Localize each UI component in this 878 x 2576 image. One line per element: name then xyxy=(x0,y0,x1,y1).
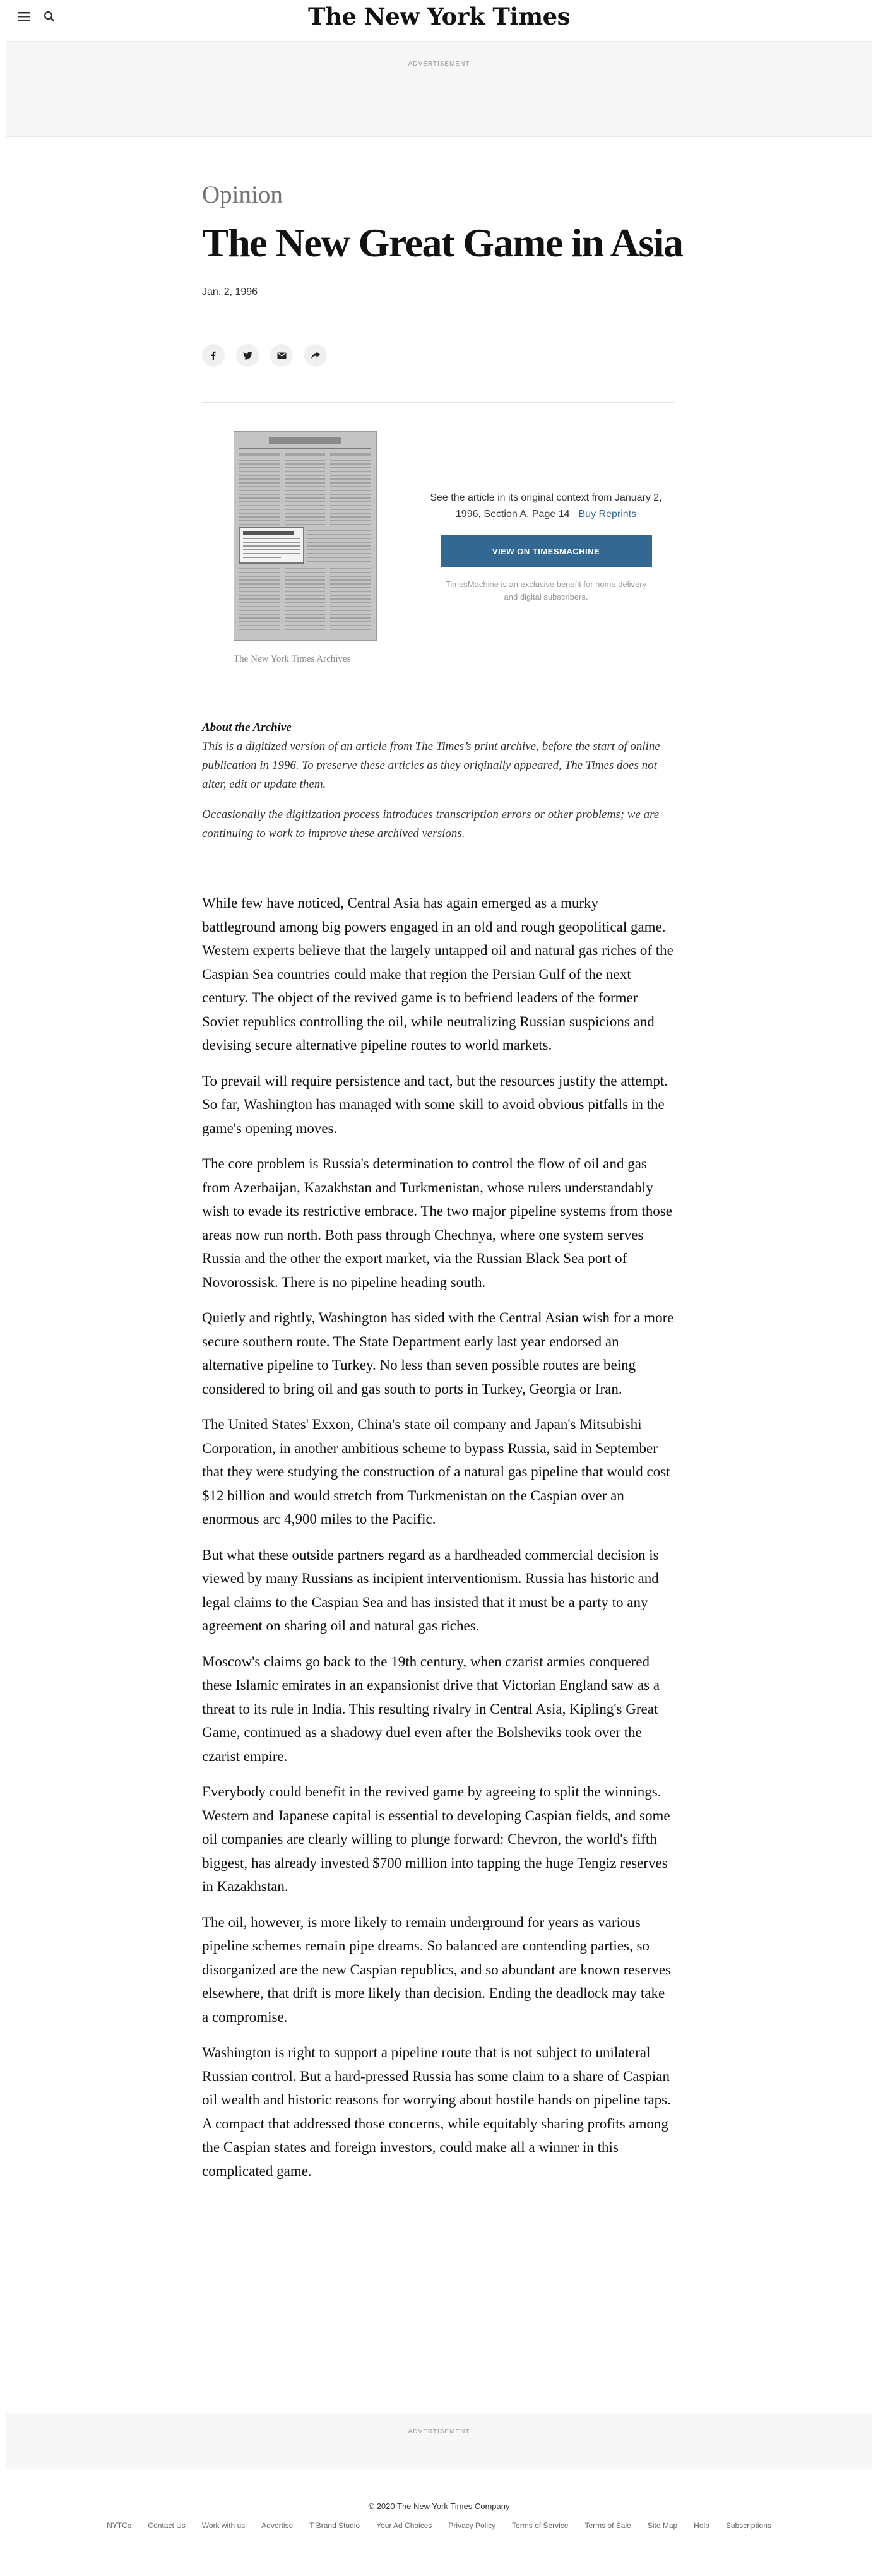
body-paragraph: Moscow's claims go back to the 19th century, when czarist armies conquered these Islamic emirates in an expansionist drive that Victorian England saw as a threat to its rule in India. This resulting rivalry in Central Asia, Kipling's Great Game, continued as a shadowy duel even after the Bolsheviks took over the czarist empire. xyxy=(202,1653,660,1764)
share-icon[interactable] xyxy=(304,344,327,367)
body-paragraph: But what these outside partners regard as a hardheaded commercial decision is viewed by many Russians as incipient interventionism. Russia has historic and legal claims to the Caspian Sea and has insisted that it must be a party to any agreement on sharing oil and natural gas riches. xyxy=(202,1546,659,1634)
footer-link-nytco[interactable]: NYTCo xyxy=(107,2521,132,2530)
context-text: See the article in its original context from January 2, 1996, Section A, Page 14 xyxy=(430,492,662,519)
about-archive-text: This is a digitized version of an article from The Times’s print archive, before the start of online publication in 1996. To preserve these articles as they originally appeared, The Times does not alter, edit or update them. xyxy=(202,740,660,791)
about-archive-title: About the Archive xyxy=(202,721,292,734)
body-paragraph: To prevail will require persistence and tact, but the resources justify the attempt. So far, Washington has managed with some skill to avoid obvious pitfalls in the game's opening moves. xyxy=(202,1072,668,1136)
original-context-text xyxy=(426,490,666,523)
footer-link-t-brand-studio[interactable]: T Brand Studio xyxy=(309,2521,360,2530)
body-paragraph: While few have noticed, Central Asia has again emerged as a murky battleground among big powers engaged in an old and rough geopolitical game. Western experts believe that the largely untapped oil and natural gas riches of the Caspian Sea countries could make that region the Persian Gulf of the next century. The object of the revived game is to befriend leaders of the former Soviet republics controlling the oil, while neutralizing Russian suspicions and devising secure alternative pipeline routes to world markets. xyxy=(202,895,673,1053)
body-paragraph: The United States' Exxon, China's state oil company and Japan's Mitsubishi Corporation, in another ambitious scheme to bypass Russia, said in September that they were studying the construction of a natural gas pipeline that would cost $12 billion and would stretch from Turkmenistan on the Caspian over an enormous arc 4,900 miles to the Pacific. xyxy=(202,1416,670,1527)
divider xyxy=(202,402,674,403)
footer-link-privacy-policy[interactable]: Privacy Policy xyxy=(448,2521,496,2530)
article-body xyxy=(202,891,674,2195)
body-paragraph: Washington is right to support a pipeline route that is not subject to unilateral Russian control. But a hard-pressed Russia has some claim to a share of Caspian oil wealth and historic reasons for worrying about hostile hands on pipeline taps. A compact that addressed those concerns, while equitably sharing profits among the Caspian states and foreign investors, could make all a winner in this complicated game. xyxy=(202,2045,671,2179)
ad-label: ADVERTISEMENT xyxy=(408,61,470,68)
body-paragraph: The oil, however, is more likely to remain underground for years as various pipeline schemes remain pipe dreams. So balanced are contending parties, so disorganized are the new Caspian republics, and so abundant are known reserves elsewhere, that drift is more likely than decision. Ending the deadlock may take a compromise. xyxy=(202,1914,671,2025)
footer-link-terms-of-service[interactable]: Terms of Service xyxy=(512,2521,569,2530)
footer-link-ad-choices[interactable]: Your Ad Choices xyxy=(376,2521,432,2530)
body-paragraph: The core problem is Russia's determination to control the flow of oil and gas from Azerbaijan, Kazakhstan and Turkmenistan, whose rulers understandably wish to evade its restrictive embrace. The two major pipeline systems from those areas now run north. Both pass through Chechnya, where one system serves Russia and the other the export market, via the Russian Black Sea port of Novorossisk. There is no pipeline heading south. xyxy=(202,1156,672,1290)
footer-link-terms-of-sale[interactable]: Terms of Sale xyxy=(584,2521,631,2530)
twitter-icon[interactable] xyxy=(236,344,259,367)
ad-label: ADVERTISEMENT xyxy=(408,2428,470,2435)
about-archive xyxy=(202,718,674,843)
section-kicker[interactable]: Opinion xyxy=(202,181,283,208)
advertisement-bottom xyxy=(6,2413,872,2469)
timesmachine-panel xyxy=(426,490,666,603)
footer-link-help[interactable]: Help xyxy=(694,2521,709,2530)
footer-link-advertise[interactable]: Advertise xyxy=(261,2521,294,2530)
share-tools xyxy=(202,344,674,367)
footer-link-work-with-us[interactable]: Work with us xyxy=(201,2521,246,2530)
top-bar xyxy=(6,0,872,33)
footer-link-contact-us[interactable]: Contact Us xyxy=(148,2521,186,2530)
view-on-timesmachine-button[interactable]: VIEW ON TIMESMACHINE xyxy=(441,535,652,567)
copyright[interactable]: © 2020 The New York Times Company xyxy=(368,2502,510,2511)
nyt-logo[interactable]: The New York Times xyxy=(308,3,570,30)
search-icon[interactable] xyxy=(37,4,62,29)
archive-page-thumbnail[interactable] xyxy=(234,431,377,641)
body-paragraph: Everybody could benefit in the revived game by agreeing to split the winnings. Western and Japanese capital is essential to developing Caspian fields, and some oil companies are clearly willing to plunge forward: Chevron, the world's fifth biggest, has already invested $700 million into tapping the huge Tengiz reserves in Kazakhstan. xyxy=(202,1784,670,1894)
thumbnail-caption: The New York Times Archives xyxy=(234,654,351,664)
footer-link-site-map[interactable]: Site Map xyxy=(647,2521,678,2530)
article-headline: The New Great Game in Asia xyxy=(202,220,683,265)
buy-reprints-link[interactable]: Buy Reprints xyxy=(578,509,637,519)
advertisement-top xyxy=(6,41,872,137)
hamburger-menu-icon[interactable] xyxy=(11,4,37,29)
email-icon[interactable] xyxy=(270,344,293,367)
timesmachine-note: TimesMachine is an exclusive benefit for home delivery and digital subscribers. xyxy=(445,579,647,602)
footer-links xyxy=(0,2521,878,2530)
about-archive-note: Occasionally the digitization process introduces transcription errors or other problems; we are continuing to work to improve these archived versions. xyxy=(202,808,660,840)
facebook-icon[interactable] xyxy=(202,344,225,367)
body-paragraph: Quietly and rightly, Washington has sided with the Central Asian wish for a more secure southern route. The State Department early last year endorsed an alternative pipeline to Turkey. No less than seven possible routes are being considered to bring oil and gas south to ports in Turkey, Georgia or Iran. xyxy=(202,1310,674,1397)
publish-date: Jan. 2, 1996 xyxy=(202,287,258,297)
footer-link-subscriptions[interactable]: Subscriptions xyxy=(725,2521,771,2530)
